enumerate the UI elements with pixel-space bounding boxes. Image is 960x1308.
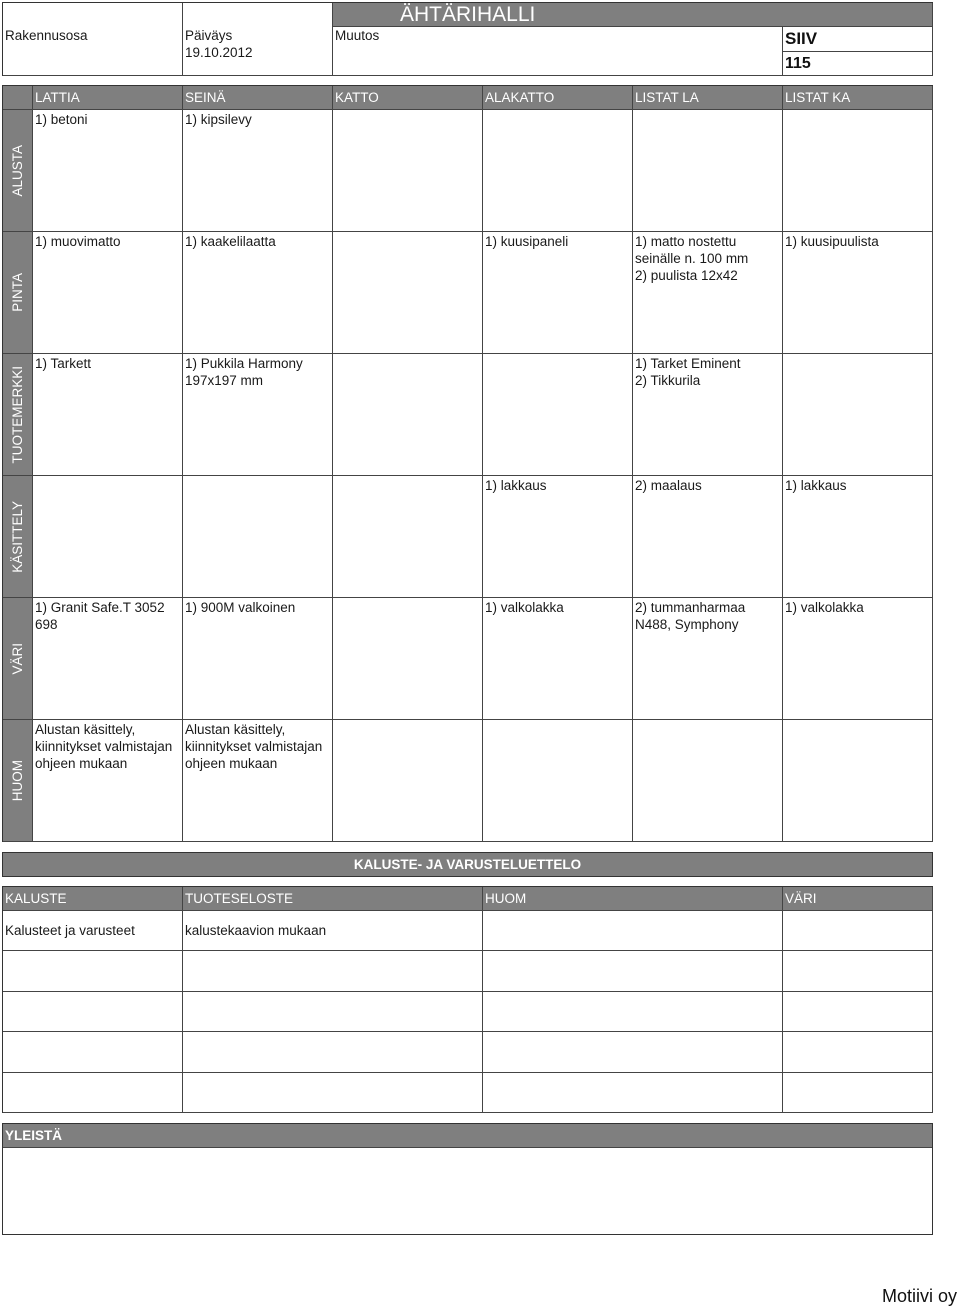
cell-huom-alakatto [483, 720, 633, 842]
furniture-r3-vari [783, 992, 933, 1032]
furniture-r3-huom [483, 992, 783, 1032]
cell-tuotemerkki-alakatto [483, 354, 633, 476]
cell-pinta-alakatto: 1) kuusipaneli [483, 232, 633, 354]
cell-vari-lattia: 1) Granit Safe.T 3052 698 [33, 598, 183, 720]
furniture-r4-kaluste [3, 1032, 183, 1072]
room-number: 115 [783, 52, 933, 76]
row-label-kasittely [3, 476, 33, 598]
company-name: Motiivi oy [881, 1286, 957, 1306]
cell-huom-listat-ka [783, 720, 933, 842]
cell-vari-seina: 1) 900M valkoinen [183, 598, 333, 720]
row-label-huom [3, 720, 33, 842]
furniture-column-tuoteseloste: TUOTESELOSTE [183, 887, 483, 911]
cell-tuotemerkki-listat-la: 1) Tarket Eminent 2) Tikkurila [633, 354, 783, 476]
cell-tuotemerkki-seina: 1) Pukkila Harmony 197x197 mm [183, 354, 333, 476]
cell-kasittely-listat-ka: 1) lakkaus [783, 476, 933, 598]
cell-huom-seina: Alustan käsittely, kiinnitykset valmistajan ohjeen mukaan [183, 720, 333, 842]
column-header-seina: SEINÄ [183, 86, 333, 110]
cell-pinta-listat-la: 1) matto nostettu seinälle n. 100 mm 2) puulista 12x42 [633, 232, 783, 354]
cell-alusta-lattia: 1) betoni [33, 110, 183, 232]
row-label-alusta [3, 110, 33, 232]
furniture-column-huom: HUOM [483, 887, 783, 911]
date-value: 19.10.2012 [185, 45, 253, 60]
cell-vari-listat-la: 2) tummanharmaa N488, Symphony [633, 598, 783, 720]
furniture-r2-huom [483, 951, 783, 991]
general-section [2, 1123, 933, 1235]
furniture-r5-vari [783, 1073, 933, 1113]
row-label-alusta-text: ALUSTA [9, 144, 25, 197]
building-part-field [3, 3, 183, 76]
furniture-r4-huom [483, 1032, 783, 1072]
furniture-r1-vari [783, 911, 933, 951]
cell-alusta-alakatto [483, 110, 633, 232]
project-title: ÄHTÄRIHALLI [333, 3, 933, 27]
furniture-r2-tuoteseloste [183, 951, 483, 991]
furniture-r3-kaluste [3, 992, 183, 1032]
furniture-r3-tuoteseloste [183, 992, 483, 1032]
column-header-lattia: LATTIA [33, 86, 183, 110]
date-field [183, 3, 333, 76]
row-label-kasittely-text: KÄSITTELY [9, 500, 25, 573]
cell-huom-lattia: Alustan käsittely, kiinnitykset valmistajan ohjeen mukaan [33, 720, 183, 842]
furniture-r1-tuoteseloste: kalustekaavion mukaan [183, 911, 483, 951]
row-label-tuotemerkki-text: TUOTEMERKKI [9, 365, 25, 464]
furniture-r2-kaluste [3, 951, 183, 991]
cell-pinta-lattia: 1) muovimatto [33, 232, 183, 354]
cell-tuotemerkki-katto [333, 354, 483, 476]
cell-vari-katto [333, 598, 483, 720]
row-label-vari [3, 598, 33, 720]
cell-vari-alakatto: 1) valkolakka [483, 598, 633, 720]
room-name: SIIV [783, 27, 933, 52]
row-label-tuotemerkki [3, 354, 33, 476]
cell-kasittely-listat-la: 2) maalaus [633, 476, 783, 598]
date-label: Päiväys [185, 28, 233, 43]
furniture-r4-vari [783, 1032, 933, 1072]
document-header [2, 2, 933, 76]
cell-pinta-listat-ka: 1) kuusipuulista [783, 232, 933, 354]
furniture-column-vari: VÄRI [783, 887, 933, 911]
table-corner [3, 86, 33, 110]
furniture-r5-kaluste [3, 1073, 183, 1113]
furniture-r1-huom [483, 911, 783, 951]
cell-kasittely-seina [183, 476, 333, 598]
row-label-pinta-text: PINTA [9, 273, 25, 312]
cell-alusta-seina: 1) kipsilevy [183, 110, 333, 232]
cell-pinta-katto [333, 232, 483, 354]
furniture-r5-huom [483, 1073, 783, 1113]
row-label-pinta [3, 232, 33, 354]
changes-label: Muutos [335, 28, 380, 43]
cell-alusta-listat-la [633, 110, 783, 232]
cell-vari-listat-ka: 1) valkolakka [783, 598, 933, 720]
cell-alusta-katto [333, 110, 483, 232]
furniture-r4-tuoteseloste [183, 1032, 483, 1072]
row-label-huom-text: HUOM [9, 759, 25, 802]
cell-kasittely-lattia [33, 476, 183, 598]
furniture-list-title: KALUSTE- JA VARUSTELUETTELO [2, 852, 933, 877]
furniture-r1-kaluste: Kalusteet ja varusteet [3, 911, 183, 951]
cell-tuotemerkki-lattia: 1) Tarkett [33, 354, 183, 476]
column-header-listat-ka: LISTAT KA [783, 86, 933, 110]
changes-field [333, 27, 783, 76]
cell-huom-listat-la [633, 720, 783, 842]
furniture-r2-vari [783, 951, 933, 991]
furniture-column-kaluste: KALUSTE [3, 887, 183, 911]
general-title: YLEISTÄ [3, 1124, 932, 1148]
column-header-listat-la: LISTAT LA [633, 86, 783, 110]
cell-tuotemerkki-listat-ka [783, 354, 933, 476]
furniture-table [2, 886, 933, 1113]
column-header-katto: KATTO [333, 86, 483, 110]
furniture-r5-tuoteseloste [183, 1073, 483, 1113]
cell-pinta-seina: 1) kaakelilaatta [183, 232, 333, 354]
cell-kasittely-katto [333, 476, 483, 598]
cell-alusta-listat-ka [783, 110, 933, 232]
cell-huom-katto [333, 720, 483, 842]
surface-finish-table [2, 85, 933, 842]
cell-kasittely-alakatto: 1) lakkaus [483, 476, 633, 598]
building-part-label: Rakennusosa [5, 28, 88, 43]
column-header-alakatto: ALAKATTO [483, 86, 633, 110]
row-label-vari-text: VÄRI [9, 642, 25, 675]
